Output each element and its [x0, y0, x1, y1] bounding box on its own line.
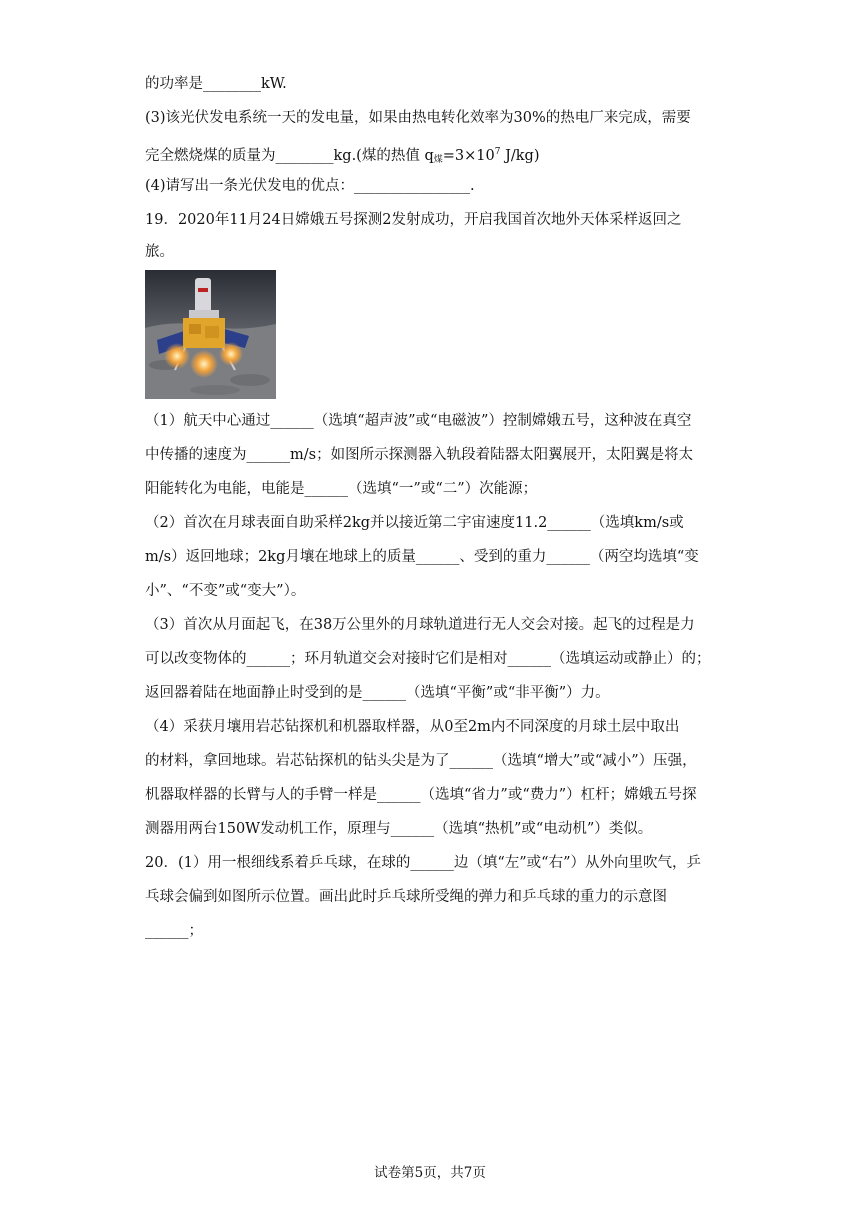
- q19-part1-line-3: 阳能转化为电能，电能是______（选填“一”或“二”）次能源；: [145, 481, 538, 497]
- q19-part1-line-1: （1）航天中心通过______（选填“超声波”或“电磁波”）控制嫦娥五号，这种波在真空: [145, 413, 692, 429]
- q20-line-1: 20．(1）用一根细线系着乒乓球，在球的______边（填“左”或“右”）从外向里吹气，乒: [145, 855, 701, 871]
- q20-line-2: 乓球会偏到如图所示位置。画出此时乒乓球所受绳的弹力和乒乓球的重力的示意图: [145, 889, 667, 905]
- q19-intro-line-1: 19．2020年11月24日嫦娥五号探测2发射成功，开启我国首次地外天体采样返回之: [145, 212, 682, 228]
- q19-part4-line-2: 的材料，拿回地球。岩芯钻探机的钻头尖是为了______（选填“增大”或“减小”）压强，: [145, 753, 697, 769]
- q19-intro-line-2: 旅。: [145, 244, 174, 260]
- q18-part4-line: (4)请写出一条光伏发电的优点：________________.: [145, 178, 475, 194]
- q19-part3-line-2: 可以改变物体的______；环月轨道交会对接时它们是相对______（选填运动或静止）的；: [145, 651, 711, 667]
- lunar-lander-image: [145, 270, 276, 399]
- page-footer: 试卷第5页，共7页: [374, 1165, 486, 1181]
- q20-line-3: ______；: [145, 923, 203, 939]
- q19-part3-line-1: （3）首次从月面起飞，在38万公里外的月球轨道进行无人交会对接。起飞的过程是力: [145, 617, 695, 633]
- q19-part3-line-3: 返回器着陆在地面静止时受到的是______（选填“平衡”或“非平衡”）力。: [145, 685, 610, 701]
- q18-part3-line-1: (3)该光伏发电系统一天的发电量，如果由热电转化效率为30%的热电厂来完成，需要: [145, 110, 691, 126]
- q19-part2-line-1: （2）首次在月球表面自助采样2kg并以接近第二宇宙速度11.2______（选填km/s或: [145, 515, 684, 531]
- q19-part2-line-2: m/s）返回地球；2kg月壤在地球上的质量______、受到的重力______（两空均选填“变: [145, 549, 699, 565]
- q18-part3-line-2: 完全燃烧煤的质量为________kg.(煤的热值 $q_煤=3\times 10^7$ J/kg): [145, 147, 540, 165]
- q19-part1-line-2: 中传播的速度为______m/s；如图所示探测器入轨段着陆器太阳翼展开，太阳翼是将太: [145, 447, 694, 463]
- q19-part4-line-1: （4）采获月壤用岩芯钻探机和机器取样器，从0至2m内不同深度的月球土层中取出: [145, 719, 680, 735]
- q19-part4-line-3: 机器取样器的长臂与人的手臂一样是______（选填“省力”或“费力”）杠杆；嫦娥五号探: [145, 787, 697, 803]
- q19-part4-line-4: 测器用两台150W发动机工作，原理与______（选填“热机”或“电动机”）类似。: [145, 821, 653, 837]
- q18-line-1: 的功率是________kW.: [145, 76, 287, 92]
- q19-part2-line-3: 小”、“不变”或“变大”）。: [145, 583, 306, 599]
